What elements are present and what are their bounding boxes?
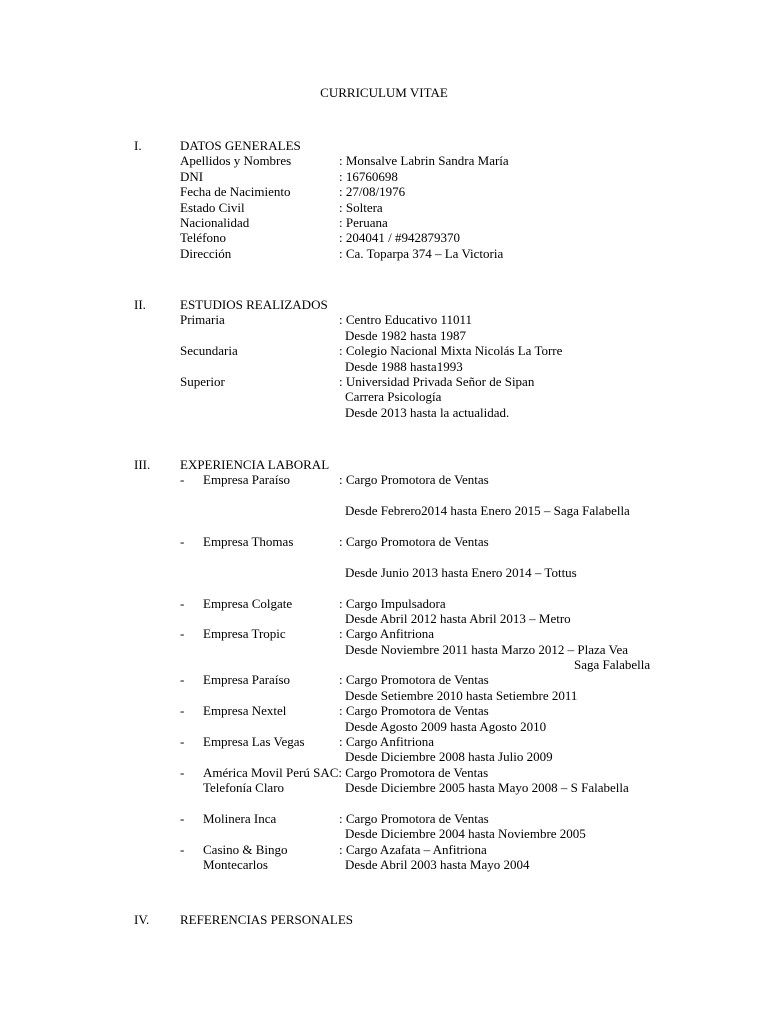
job-period: Desde Setiembre 2010 hasta Setiembre 2011 [345, 687, 578, 703]
field-value: : 16760698 [339, 168, 398, 184]
job-row [0, 688, 768, 703]
job-role: : Cargo Anfitriona [339, 734, 435, 750]
job-row [0, 642, 768, 657]
job-period: Desde Noviembre 2011 hasta Marzo 2012 – Plaza Vea [345, 641, 629, 657]
bullet-dash: - [180, 734, 185, 750]
bullet-dash: - [180, 841, 185, 857]
field-label: Estado Civil [180, 199, 245, 215]
bullet-dash: - [180, 533, 185, 549]
field-label: Apellidos y Nombres [180, 153, 292, 169]
study-row [0, 328, 768, 343]
job-period: Desde Abril 2012 hasta Abril 2013 – Metro [345, 610, 571, 626]
job-row [0, 657, 768, 672]
job-row [0, 857, 768, 872]
job-row [0, 842, 768, 857]
field-row [0, 169, 768, 184]
section-experiencia [0, 457, 768, 873]
job-company: Empresa Thomas [203, 533, 294, 549]
section-heading: ESTUDIOS REALIZADOS [180, 297, 328, 312]
section-numeral: IV. [134, 912, 150, 927]
field-row [0, 200, 768, 215]
job-row [0, 565, 768, 580]
bullet-dash: - [180, 703, 185, 719]
job-period: Desde Junio 2013 hasta Enero 2014 – Tottus [345, 564, 577, 580]
job-company-line2: Telefonía Claro [203, 780, 285, 796]
field-value: : Monsalve Labrin Sandra María [339, 153, 509, 169]
field-label: Dirección [180, 245, 232, 261]
job-row [0, 626, 768, 641]
section-numeral: I. [134, 138, 142, 153]
job-role: : Cargo Anfitriona [339, 626, 435, 642]
field-row [0, 153, 768, 168]
study-label: Primaria [180, 312, 225, 328]
job-period: Desde Agosto 2009 hasta Agosto 2010 [345, 718, 547, 734]
field-label: DNI [180, 168, 204, 184]
job-row [0, 811, 768, 826]
section-estudios [0, 297, 768, 420]
field-value: : Ca. Toparpa 374 – La Victoria [339, 245, 504, 261]
field-value: : 204041 / #942879370 [339, 230, 460, 246]
job-company: América Movil Perú SAC: Cargo Promotora de Ventas [203, 764, 489, 780]
study-label: Superior [180, 373, 225, 389]
job-company: Empresa Colgate [203, 595, 293, 611]
job-role: : Cargo Promotora de Ventas [339, 472, 489, 488]
job-company-line2: Montecarlos [203, 857, 268, 873]
field-value: : Soltera [339, 199, 383, 215]
field-row [0, 246, 768, 261]
job-role: : Cargo Promotora de Ventas [339, 703, 489, 719]
section-datos-generales [0, 138, 768, 261]
job-company: Empresa Tropic [203, 626, 286, 642]
section-numeral: II. [134, 297, 146, 312]
bullet-dash: - [180, 764, 185, 780]
job-role: : Cargo Promotora de Ventas [339, 533, 489, 549]
section-referencias [0, 912, 768, 927]
job-company: Empresa Paraíso [203, 672, 291, 688]
study-career: Carrera Psicología [345, 389, 442, 405]
field-value: : Peruana [339, 214, 388, 230]
job-row [0, 596, 768, 611]
job-period: Desde Febrero2014 hasta Enero 2015 – Saga Falabella [345, 503, 630, 519]
section-heading: REFERENCIAS PERSONALES [180, 912, 353, 927]
job-period: Desde Diciembre 2008 hasta Julio 2009 [345, 749, 553, 765]
field-label: Nacionalidad [180, 214, 250, 230]
study-row [0, 389, 768, 404]
bullet-dash: - [180, 595, 185, 611]
bullet-dash: - [180, 810, 185, 826]
document-title: CURRICULUM VITAE [320, 85, 448, 100]
job-row [0, 703, 768, 718]
study-row [0, 359, 768, 374]
job-period: Desde Diciembre 2005 hasta Mayo 2008 – S Falabella [345, 780, 629, 796]
job-extra: Saga Falabella [574, 657, 651, 673]
study-label: Secundaria [180, 343, 238, 359]
job-role: : Cargo Impulsadora [339, 595, 446, 611]
bullet-dash: - [180, 626, 185, 642]
job-company: Casino & Bingo [203, 841, 288, 857]
job-row [0, 472, 768, 487]
study-row [0, 374, 768, 389]
study-row [0, 312, 768, 327]
job-row [0, 826, 768, 841]
study-value: : Centro Educativo 11011 [339, 312, 472, 328]
job-company: Empresa Nextel [203, 703, 287, 719]
job-row [0, 734, 768, 749]
field-row [0, 215, 768, 230]
job-row [0, 503, 768, 518]
study-period: Desde 2013 hasta la actualidad. [345, 404, 510, 420]
job-row [0, 719, 768, 734]
section-heading: DATOS GENERALES [180, 138, 301, 153]
job-role: : Cargo Promotora de Ventas [339, 672, 489, 688]
field-label: Teléfono [180, 230, 227, 246]
job-company: Molinera Inca [203, 810, 277, 826]
section-heading: EXPERIENCIA LABORAL [180, 457, 330, 472]
field-value: : 27/08/1976 [339, 184, 406, 200]
bullet-dash: - [180, 472, 185, 488]
study-value: : Colegio Nacional Mixta Nicolás La Torre [339, 343, 563, 359]
job-row [0, 765, 768, 780]
job-period: Desde Abril 2003 hasta Mayo 2004 [345, 857, 530, 873]
field-label: Fecha de Nacimiento [180, 184, 291, 200]
job-period: Desde Diciembre 2004 hasta Noviembre 2005 [345, 826, 586, 842]
study-row [0, 405, 768, 420]
study-period: Desde 1988 hasta1993 [345, 358, 463, 374]
study-value: : Universidad Privada Señor de Sipan [339, 373, 535, 389]
job-role: : Cargo Promotora de Ventas [339, 810, 489, 826]
job-row [0, 672, 768, 687]
job-row [0, 780, 768, 795]
job-row [0, 534, 768, 549]
job-company: Empresa Las Vegas [203, 734, 305, 750]
job-role: : Cargo Azafata – Anfitriona [339, 841, 487, 857]
field-row [0, 184, 768, 199]
study-row [0, 343, 768, 358]
bullet-dash: - [180, 672, 185, 688]
job-row [0, 749, 768, 764]
job-company: Empresa Paraíso [203, 472, 291, 488]
field-row [0, 230, 768, 245]
study-period: Desde 1982 hasta 1987 [345, 327, 466, 343]
job-row [0, 611, 768, 626]
section-numeral: III. [134, 457, 151, 472]
